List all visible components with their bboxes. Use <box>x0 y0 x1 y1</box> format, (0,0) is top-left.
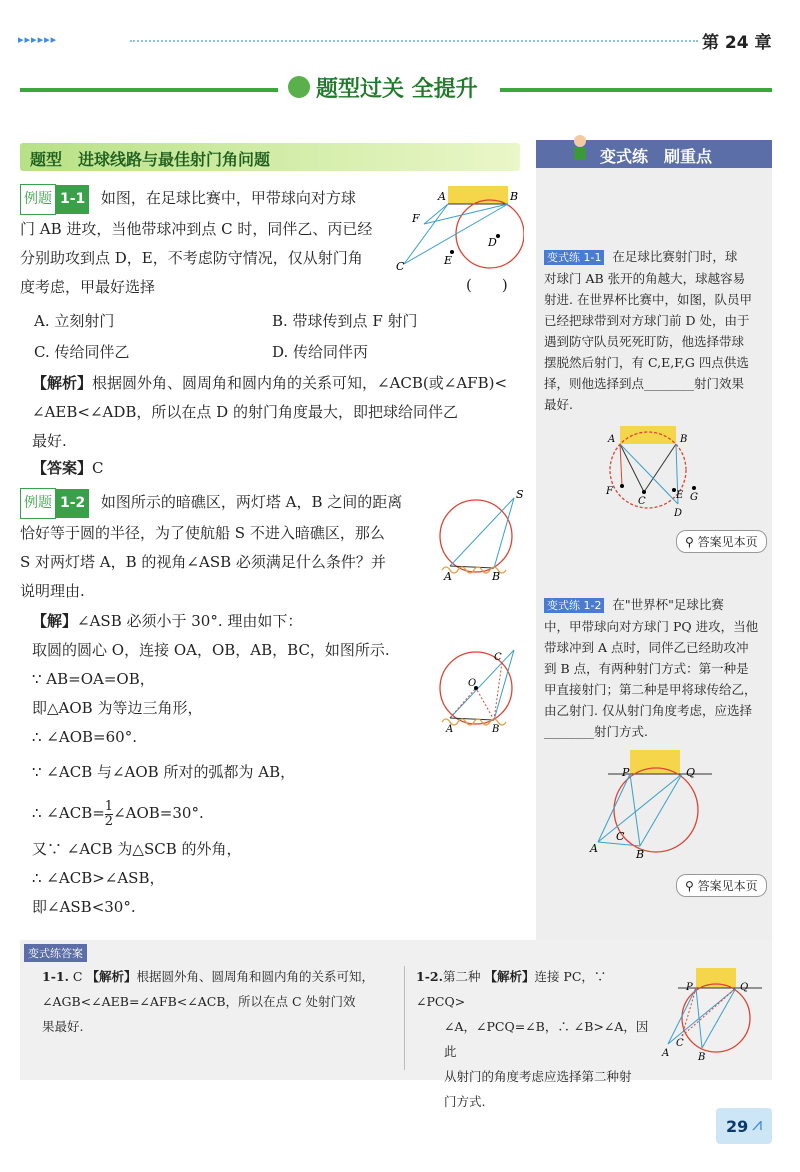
answer-1-2: 1-2.第二种 【解析】连接 PC，∵ ∠PCQ> ∠A，∠PCQ=∠B，∴ ∠B>∠A，因此 从射门的角度考虑应选择第二种射 门方式. <box>416 969 649 1109</box>
fig-label: F <box>412 212 420 225</box>
figure-variant-1-2 <box>588 748 718 860</box>
option-c: C. 传给同伴乙 <box>34 343 130 361</box>
section-title: 题型 进球线路与最佳射门角问题 <box>30 150 271 169</box>
variant-1-2: 变式练 1-2 在"世界杯"足球比赛 中，甲带球向对方球门 PQ 进攻，当他 带球冲到 A 点时，同伴乙已经助攻冲 到 B 点，有两种射门方式：第一种是 甲直接射门；第二种是甲将球传给乙， 由乙射门. 仅从射门角度考虑，应选择 ________射门方式. <box>544 597 759 739</box>
half-angle-line: ∴ ∠ACB= $\frac{1}{2}$ ∠AOB=30°. <box>32 798 204 829</box>
fig-label: C <box>638 496 646 507</box>
fig-label: A <box>438 190 446 203</box>
fig-label: C <box>676 1038 684 1049</box>
option-a: A. 立刻射门 <box>34 312 115 330</box>
example-1-1-question: 例题 1-1 如图，在足球比赛中，甲带球向对方球 门 AB 进攻，当他带球冲到点 C 时，同伴乙、丙已经 分别助攻到点 D，E，不考虑防守情况，仅从射门角 度考虑，甲最好选择 <box>20 184 400 302</box>
fig-label: B <box>492 724 500 735</box>
example-number: 1-1 <box>56 185 89 214</box>
fig-label: Q <box>686 766 696 779</box>
football-icon <box>288 76 310 98</box>
example-1-2-question: 例题 1-2 如图所示的暗礁区，两灯塔 A，B 之间的距离 恰好等于圆的半径，为了使航船 S 不进入暗礁区，那么 S 对两灯塔 A，B 的视角∠ASB 必须满足什么条件？并 说明理由. <box>20 488 430 606</box>
option-d: D. 传给同伴丙 <box>272 343 369 361</box>
page-number: 29 <box>726 1117 749 1136</box>
fig-label: A <box>444 570 452 582</box>
fig-label: B <box>680 434 688 445</box>
figure-variant-1-1 <box>600 420 700 520</box>
variant-1-1: 变式练 1-1 在足球比赛射门时，球 对球门 AB 张开的角越大，球越容易 射进. 在世界杯比赛中，如图，队员甲 已经把球带到对方球门前 D 处，由于 遇到防守队员死死盯防，他选择带球 摆脱然后射门，有 C,E,F,G 四点供选 择，则他选择到点________射门效果 最好. <box>544 249 752 412</box>
fig-label: D <box>674 508 683 519</box>
fig-label: C <box>494 652 502 663</box>
variant-tag: 变式练 1-2 <box>544 598 604 613</box>
figure-example-1-1 <box>394 180 524 276</box>
fig-label: A <box>662 1048 670 1059</box>
fig-label: B <box>492 570 501 582</box>
answer-1-1: 1-1. C 【解析】根据圆外角、圆周角和圆内角的关系可知， ∠AGB<∠AEB=∠AFB<∠ACB，所以在点 C 处射门效 果最好. <box>42 969 375 1034</box>
fig-label: A <box>590 842 598 855</box>
fig-label: A <box>608 434 616 445</box>
banner-line-right <box>500 88 772 92</box>
fraction: $\frac{1}{2}$ <box>104 798 114 829</box>
chapter-label: 第 24 章 <box>702 33 772 53</box>
fig-label: E <box>444 254 453 267</box>
fig-label: O <box>468 678 477 689</box>
example-label: 例题 <box>20 488 56 519</box>
example-1-1-answer: 【答案】C <box>32 459 104 477</box>
student-icon <box>568 134 592 162</box>
example-1-1-analysis: 【解析】根据圆外角、圆周角和圆内角的关系可知，∠ACB(或∠AFB)< ∠AEB<∠ADB，所以在点 D 的射门角度最大，即把球给同伴乙 最好. <box>32 374 508 450</box>
fig-label: B <box>698 1052 706 1062</box>
answers-box-title: 变式练答案 <box>24 944 87 962</box>
variant-tag: 变式练 1-1 <box>544 250 604 265</box>
example-number: 1-2 <box>56 489 89 518</box>
fig-label: F <box>606 486 613 497</box>
example-1-2-solution: 【解】∠ASB 必须小于 30°. 理由如下： 取圆的圆心 O，连接 OA，OB，AB，BC，如图所示. ∵ AB=OA=OB， 即△AOB 为等边三角形， ∴ ∠AOB=60°. ∵ ∠ACB 与∠AOB 所对的弧都为 AB， ∴ ∠ACB= $\frac{1}{2}$ ∠AOB=30°. 又∵ ∠ACB 为△SCB 的外角， ∴ ∠ACB>∠ASB， 即∠ASB<30°. <box>32 607 432 922</box>
fig-label: C <box>396 260 405 273</box>
fig-label: D <box>488 236 497 249</box>
fig-label: B <box>510 190 519 203</box>
header-divider <box>130 40 698 42</box>
fig-label: G <box>690 492 698 503</box>
option-b: B. 带球传到点 F 射门 <box>272 312 418 330</box>
banner-line-left <box>20 88 278 92</box>
fig-label: A <box>446 724 454 735</box>
example-label: 例题 <box>20 184 56 215</box>
answer-link-button[interactable]: ⚲ 答案见本页 <box>676 874 767 897</box>
fig-label: C <box>616 830 625 843</box>
banner-title: 题型过关 全提升 <box>316 77 478 102</box>
answers-divider <box>404 966 405 1070</box>
figure-example-1-2 <box>434 486 530 582</box>
fig-label: Q <box>740 982 749 993</box>
fig-label: P <box>686 982 693 993</box>
fig-label: P <box>622 766 630 779</box>
fig-label: S <box>516 488 524 501</box>
right-column-title: 变式练 刷重点 <box>600 147 713 166</box>
fig-label: E <box>676 490 684 501</box>
fig-label: B <box>636 848 645 860</box>
compass-icon: ⩘ <box>752 1114 763 1135</box>
answer-link-button[interactable]: ⚲ 答案见本页 <box>676 530 767 553</box>
answer-paren: ( ) <box>466 276 508 294</box>
figure-answer-1-2 <box>660 966 766 1062</box>
figure-example-1-2-solution <box>434 642 530 738</box>
header-dots: ▸▸▸▸▸▸ <box>18 33 58 46</box>
